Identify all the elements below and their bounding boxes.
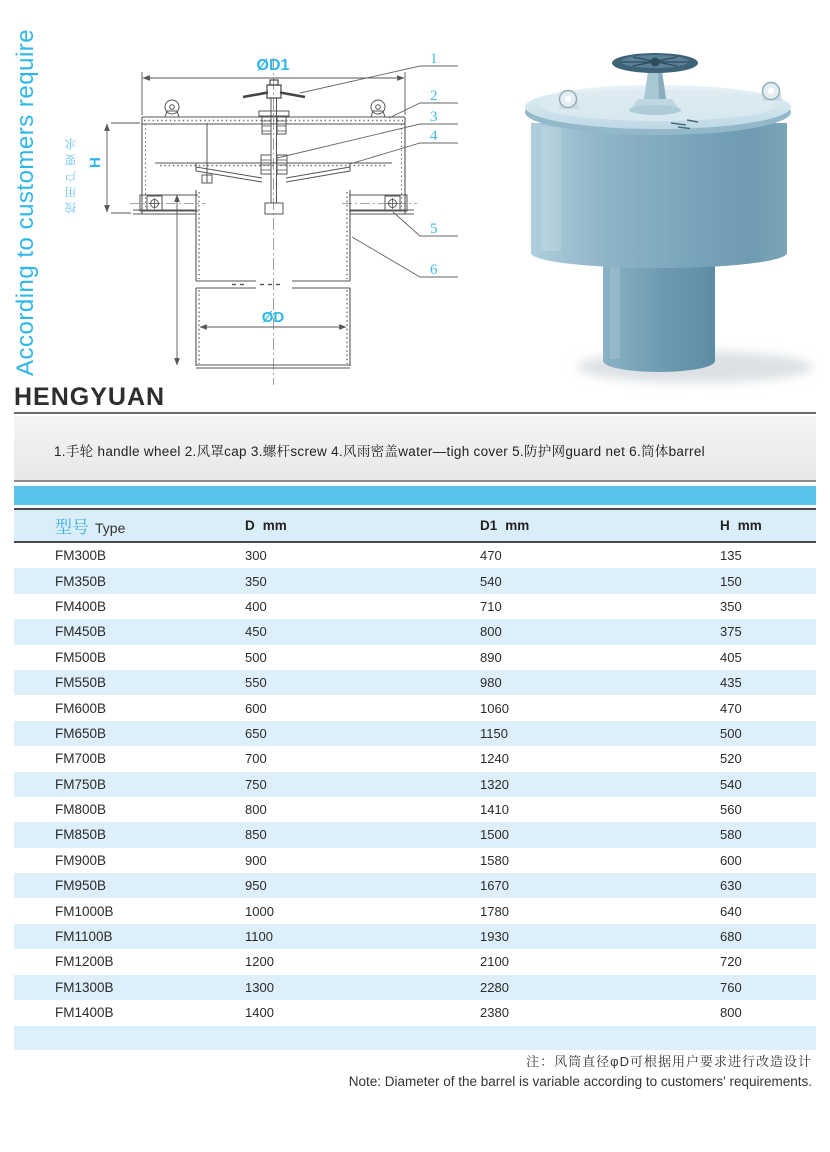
- cell-d1: 1780: [480, 903, 509, 919]
- centerlines: [130, 58, 417, 385]
- cell-h: 375: [720, 624, 742, 640]
- cell-d1: 890: [480, 649, 502, 665]
- cell-h: 540: [720, 776, 742, 792]
- cell-d: 850: [245, 827, 267, 843]
- cell-d: 900: [245, 852, 267, 868]
- cell-d: 350: [245, 573, 267, 589]
- note-en: Note: Diameter of the barrel is variable according to customers' requirements.: [348, 1074, 812, 1089]
- cell-d: 750: [245, 776, 267, 792]
- cell-type: FM450B: [55, 624, 107, 640]
- cell-d: 1200: [245, 954, 274, 970]
- table-row: [14, 543, 816, 568]
- table-row: [14, 746, 816, 771]
- table-row: [14, 848, 816, 873]
- table-row: [14, 949, 816, 974]
- dim-label-h: H: [87, 157, 104, 168]
- cell-d1: 800: [480, 624, 502, 640]
- cell-type: FM750B: [55, 776, 107, 792]
- table-row: [14, 594, 816, 619]
- lifting-lugs: [165, 100, 385, 117]
- table-row: [14, 568, 816, 593]
- cell-d1: 470: [480, 548, 502, 564]
- cell-h: 520: [720, 751, 742, 767]
- cell-d: 1300: [245, 979, 274, 995]
- table-row: [14, 670, 816, 695]
- cell-type: FM950B: [55, 878, 107, 894]
- header-h: [720, 517, 816, 535]
- table-row: [14, 873, 816, 898]
- table-row: [14, 772, 816, 797]
- callout-2: 2: [430, 88, 438, 104]
- cell-d: 450: [245, 624, 267, 640]
- cell-d1: 1320: [480, 776, 509, 792]
- cell-d1: 1930: [480, 929, 509, 945]
- cell-d1: 710: [480, 598, 502, 614]
- table-row: [14, 721, 816, 746]
- cell-h: 640: [720, 903, 742, 919]
- handle-wheel: [243, 80, 305, 98]
- cell-d: 300: [245, 548, 267, 564]
- header-d1-label: D1: [480, 517, 498, 533]
- cell-type: FM850B: [55, 827, 107, 843]
- header-type-zh: 型号: [55, 518, 89, 537]
- table-row: [14, 1000, 816, 1025]
- cell-d: 1100: [245, 929, 273, 945]
- cell-type: FM650B: [55, 725, 107, 741]
- cell-d: 650: [245, 725, 267, 741]
- cell-h: 350: [720, 598, 742, 614]
- cell-d1: 2280: [480, 979, 509, 995]
- callout-5: 5: [430, 221, 438, 237]
- table-row: [14, 975, 816, 1000]
- cell-type: FM350B: [55, 573, 107, 589]
- cell-d1: 1410: [480, 802, 509, 818]
- cell-type: FM550B: [55, 675, 107, 691]
- header-d-label: D: [245, 517, 255, 533]
- table-row: [14, 695, 816, 720]
- cell-type: FM700B: [55, 751, 107, 767]
- lug-right: [762, 83, 782, 102]
- vertical-note-zh: 按用户要求: [64, 134, 78, 214]
- table-tail-row: [14, 1026, 816, 1050]
- cell-type: FM300B: [55, 548, 107, 564]
- brand-rule: [14, 412, 816, 414]
- cell-d: 600: [245, 700, 267, 716]
- table-row: [14, 645, 816, 670]
- cell-d1: 1580: [480, 852, 509, 868]
- header-type-en: Type: [95, 520, 126, 536]
- parts-legend: 1.手轮 handle wheel 2.风罩cap 3.螺杆screw 4.风雨密盖water—tigh cover 5.防护网guard net 6.筒体barrel: [54, 444, 705, 459]
- cell-d: 950: [245, 878, 267, 894]
- header-d-unit: mm: [262, 517, 287, 533]
- cell-h: 580: [720, 827, 742, 843]
- cell-d1: 1150: [480, 725, 508, 741]
- cell-type: FM900B: [55, 852, 107, 868]
- footnotes: [300, 1052, 812, 1092]
- cell-type: FM500B: [55, 649, 107, 665]
- cell-d: 400: [245, 598, 267, 614]
- note-zh: 注：风筒直径φD可根据用户要求进行改造设计: [526, 1054, 812, 1069]
- dim-label-d: ØD: [261, 309, 285, 326]
- cell-h: 800: [720, 1005, 742, 1021]
- cell-d1: 2380: [480, 1005, 509, 1021]
- table-row: [14, 924, 816, 949]
- cell-d1: 1060: [480, 700, 509, 716]
- drum-photo: [531, 123, 787, 268]
- header-type: [55, 513, 245, 538]
- cell-d1: 540: [480, 573, 502, 589]
- cell-h: 135: [720, 548, 742, 564]
- cell-d: 700: [245, 751, 267, 767]
- cell-d1: 980: [480, 675, 502, 691]
- cell-d: 800: [245, 802, 267, 818]
- header-h-label: H: [720, 517, 730, 533]
- callout-1: 1: [430, 51, 438, 67]
- cell-d: 1400: [245, 1005, 274, 1021]
- cell-h: 500: [720, 725, 742, 741]
- cell-type: FM1000B: [55, 903, 114, 919]
- table-accent-bar: [14, 486, 816, 505]
- cell-h: 470: [720, 700, 742, 716]
- cell-type: FM1100B: [55, 929, 113, 945]
- product-photo: [495, 35, 830, 400]
- callout-4: 4: [430, 128, 438, 144]
- cell-h: 435: [720, 675, 742, 691]
- cell-h: 630: [720, 878, 742, 894]
- cell-h: 600: [720, 852, 742, 868]
- cell-d1: 1240: [480, 751, 509, 767]
- callout-6: 6: [430, 262, 438, 278]
- barrel-outline: [196, 190, 350, 368]
- table-row: [14, 822, 816, 847]
- cell-type: FM1300B: [55, 979, 114, 995]
- table-row: [14, 797, 816, 822]
- cell-d: 550: [245, 675, 267, 691]
- cell-h: 680: [720, 929, 742, 945]
- header-d1: [480, 517, 720, 535]
- barrel-photo: [603, 255, 715, 372]
- callout-3: 3: [430, 109, 438, 125]
- cell-d1: 1500: [480, 827, 509, 843]
- vertical-slogan-en: According to customers require: [12, 28, 39, 376]
- table-header-row: [14, 510, 816, 541]
- technical-drawing: [80, 35, 470, 390]
- header-d: [245, 517, 480, 535]
- cell-type: FM1400B: [55, 1005, 114, 1021]
- cell-type: FM600B: [55, 700, 107, 716]
- brand-title: HENGYUAN: [14, 383, 166, 411]
- cell-d: 1000: [245, 903, 274, 919]
- table-row: [14, 898, 816, 923]
- header-d1-unit: mm: [505, 517, 530, 533]
- parts-legend-box: [14, 416, 816, 482]
- cell-h: 405: [720, 649, 742, 665]
- cell-type: FM400B: [55, 598, 107, 614]
- spec-table: [14, 486, 816, 1050]
- cell-d1: 1670: [480, 878, 509, 894]
- dim-label-d1: ØD1: [256, 57, 290, 74]
- cell-h: 720: [720, 954, 742, 970]
- cell-type: FM800B: [55, 802, 107, 818]
- dimension-lines: [107, 72, 405, 365]
- cell-type: FM1200B: [55, 954, 114, 970]
- cell-h: 150: [720, 573, 742, 589]
- cell-h: 560: [720, 802, 742, 818]
- cell-d: 500: [245, 649, 267, 665]
- cell-d1: 2100: [480, 954, 509, 970]
- table-body: [14, 543, 816, 1025]
- header-h-unit: mm: [737, 517, 762, 533]
- table-row: [14, 619, 816, 644]
- inner-rod: [202, 123, 212, 183]
- cell-h: 760: [720, 979, 742, 995]
